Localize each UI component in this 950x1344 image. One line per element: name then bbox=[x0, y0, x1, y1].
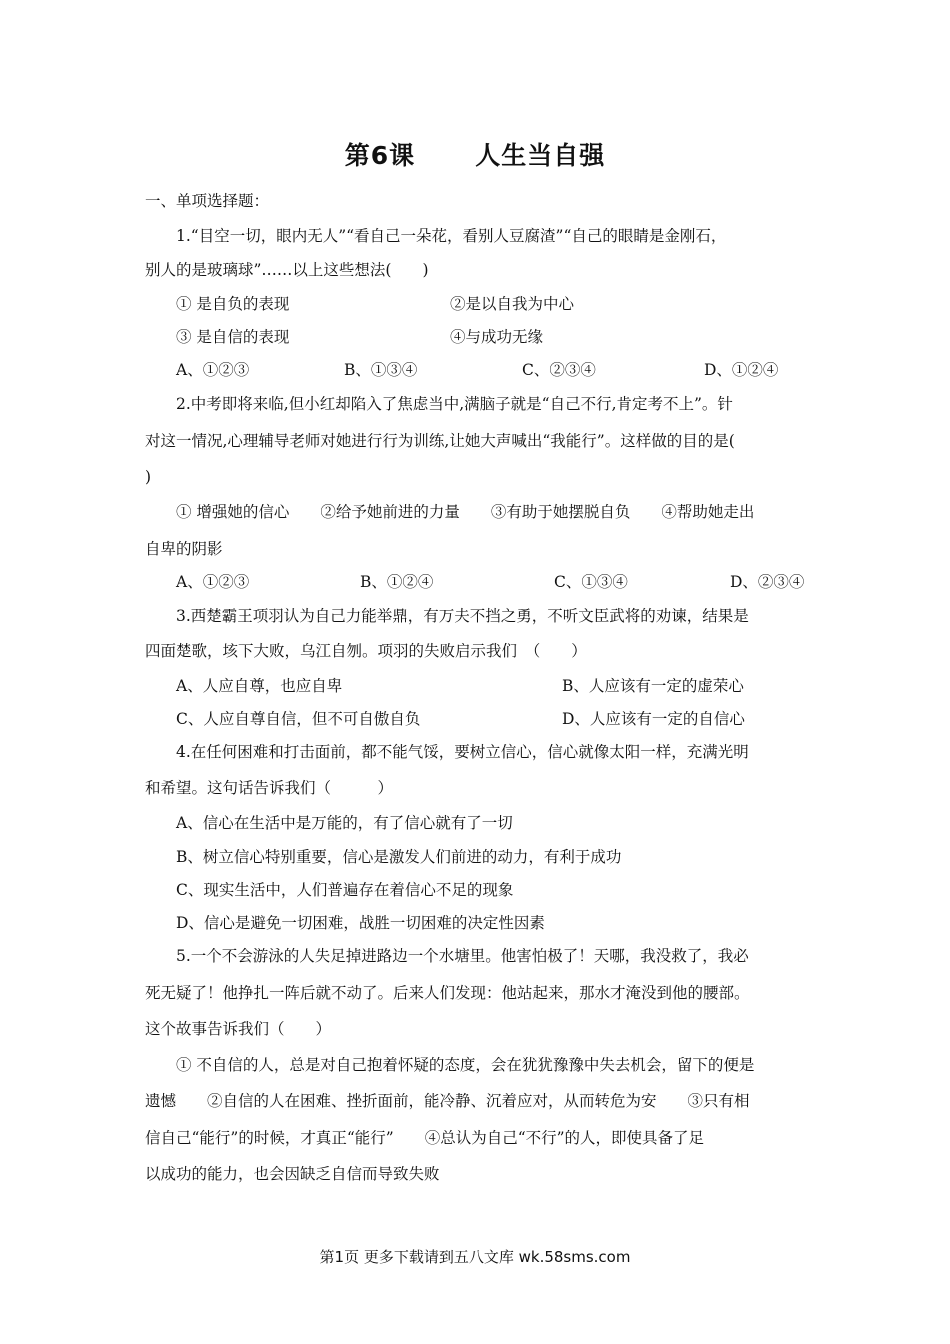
q2-option-d: D、②③④ bbox=[730, 573, 805, 591]
q2-stem-cont: 对这一情况,心理辅导老师对她进行行为训练,让她大声喊出“我能行”。这样做的目的是( bbox=[145, 432, 735, 450]
q2-option-b: B、①②④ bbox=[360, 573, 434, 591]
q4-stem-cont: 和希望。这句话告诉我们（ ） bbox=[145, 779, 394, 797]
q5-statement-line-3: 信自己“能行”的时候，才真正“能行” ④总认为自己“不行”的人，即使具备了足 bbox=[145, 1129, 705, 1147]
q2-stem-end: ) bbox=[145, 468, 152, 486]
q3-option-b: B、人应该有一定的虚荣心 bbox=[562, 677, 744, 695]
q1-stem-cont: 别人的是玻璃球”……以上这些想法( ) bbox=[145, 261, 429, 279]
q5-stem: 5.一个不会游泳的人失足掉进路边一个水塘里。他害怕极了！天哪，我没救了，我必 bbox=[176, 947, 749, 965]
q1-stem: 1.“目空一切，眼内无人”“看自己一朵花，看别人豆腐渣”“自己的眼睛是金刚石， bbox=[176, 227, 727, 245]
q4-option-a: A、信心在生活中是万能的，有了信心就有了一切 bbox=[176, 814, 513, 832]
q3-stem-cont: 四面楚歌，垓下大败，乌江自刎。项羽的失败启示我们 （ ） bbox=[145, 642, 587, 660]
q1-statement-3: ③ 是自信的表现 bbox=[176, 328, 290, 346]
q1-option-c: C、②③④ bbox=[522, 361, 596, 379]
q1-option-b: B、①③④ bbox=[344, 361, 418, 379]
q3-stem: 3.西楚霸王项羽认为自己力能举鼎，有万夫不挡之勇，不听文臣武将的劝谏，结果是 bbox=[176, 607, 749, 625]
q5-stem-cont: 死无疑了！他挣扎一阵后就不动了。后来人们发现：他站起来，那水才淹没到他的腰部。 bbox=[145, 984, 750, 1002]
section-heading: 一、单项选择题： bbox=[145, 192, 270, 210]
q4-option-c: C、现实生活中，人们普遍存在着信心不足的现象 bbox=[176, 881, 514, 899]
q1-statement-1: ① 是自负的表现 bbox=[176, 295, 290, 313]
q2-statements-cont: 自卑的阴影 bbox=[145, 540, 223, 558]
q2-statements: ① 增强她的信心 ②给予她前进的力量 ③有助于她摆脱自负 ④帮助她走出 bbox=[176, 503, 755, 521]
q3-option-d: D、人应该有一定的自信心 bbox=[562, 710, 745, 728]
q3-option-c: C、人应自尊自信，但不可自傲自负 bbox=[176, 710, 421, 728]
q1-option-a: A、①②③ bbox=[176, 361, 250, 379]
q5-statement-line-4: 以成功的能力，也会因缺乏自信而导致失败 bbox=[145, 1165, 440, 1183]
lesson-name: 人生当自强 bbox=[475, 141, 606, 170]
q3-option-a: A、人应自尊，也应自卑 bbox=[176, 677, 343, 695]
q2-option-c: C、①③④ bbox=[554, 573, 628, 591]
q5-statement-line-1: ① 不自信的人，总是对自己抱着怀疑的态度，会在犹犹豫豫中失去机会，留下的便是 bbox=[176, 1056, 755, 1074]
q4-option-b: B、树立信心特别重要，信心是激发人们前进的动力，有利于成功 bbox=[176, 848, 622, 866]
q2-option-a: A、①②③ bbox=[176, 573, 250, 591]
lesson-number: 第6课 bbox=[344, 141, 416, 170]
q4-option-d: D、信心是避免一切困难，战胜一切困难的决定性因素 bbox=[176, 914, 545, 932]
page-title bbox=[0, 136, 950, 172]
q5-statement-line-2: 遗憾 ②自信的人在困难、挫折面前，能冷静、沉着应对，从而转危为安 ③只有相 bbox=[145, 1092, 750, 1110]
q2-stem: 2.中考即将来临,但小红却陷入了焦虑当中,满脑子就是“自己不行,肯定考不上”。针 bbox=[176, 395, 733, 413]
q1-option-d: D、①②④ bbox=[704, 361, 779, 379]
q1-statement-4: ④与成功无缘 bbox=[450, 328, 544, 346]
q5-stem-end: 这个故事告诉我们（ ） bbox=[145, 1020, 332, 1038]
page-footer: 第1页 更多下载请到五八文库 wk.58sms.com bbox=[319, 1248, 631, 1266]
q1-statement-2: ②是以自我为中心 bbox=[450, 295, 575, 313]
q4-stem: 4.在任何困难和打击面前，都不能气馁，要树立信心，信心就像太阳一样，充满光明 bbox=[176, 743, 749, 761]
